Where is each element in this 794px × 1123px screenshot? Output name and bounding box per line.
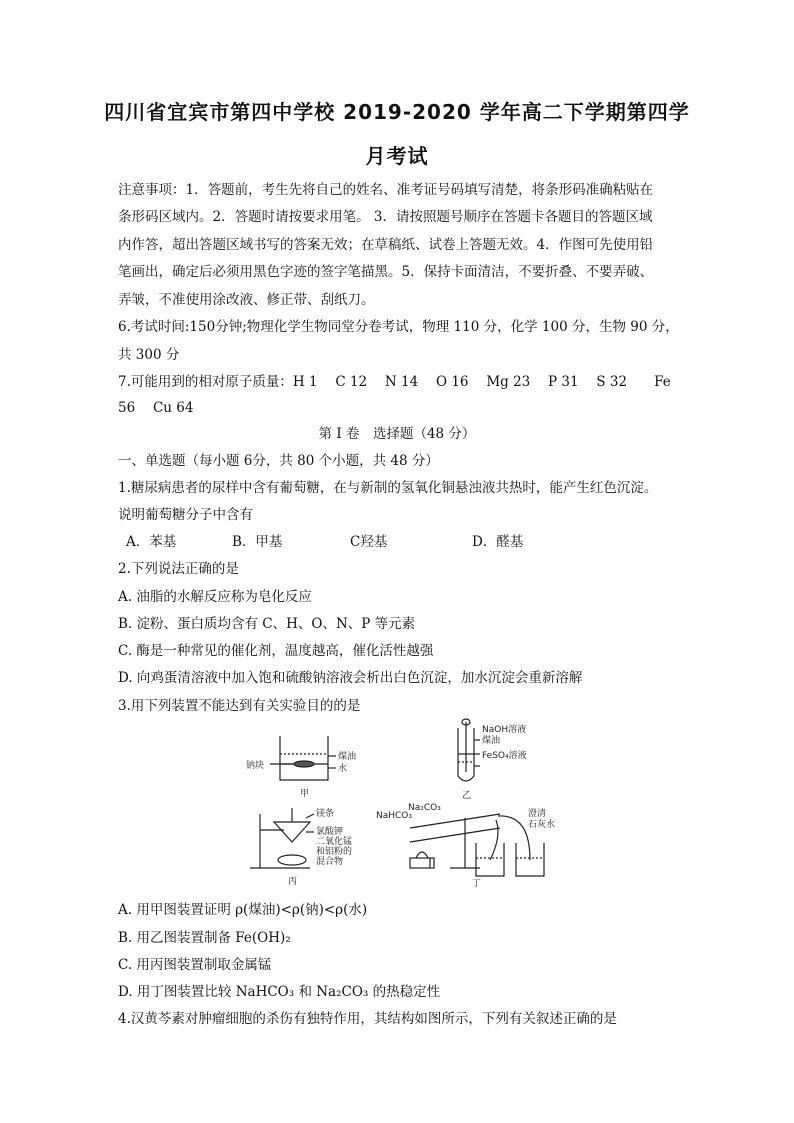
q3-option-b: B. 用乙图装置制备 Fe(OH)₂ — [118, 930, 291, 946]
q1-option-d: D．醛基 — [472, 534, 524, 550]
q4-stem: 4.汉黄芩素对肿瘤细胞的杀伤有独特作用，其结构如图所示，下列有关叙述正确的是 — [118, 1011, 617, 1027]
label-bing-al: 和铝粉的 — [316, 847, 353, 857]
beaker-apparatus-jia — [270, 736, 336, 780]
q2-option-d: D. 向鸡蛋清溶液中加入饱和硫酸钠溶液会析出白色沉淀，加水沉淀会重新溶解 — [118, 670, 583, 686]
q1-option-b: B．甲基 — [232, 534, 283, 550]
notice-line: 内作答，超出答题区域书写的答案无效；在草稿纸、试卷上答题无效。4．作图可先使用铅 — [118, 237, 654, 253]
label-yi-oil: 煤油 — [482, 736, 501, 746]
q2-option-a: A. 油脂的水解反应称为皂化反应 — [118, 589, 312, 605]
label-bing-mg: 镁条 — [316, 809, 335, 819]
label-jia-water: 水 — [338, 764, 348, 774]
notice-line: 注意事项：1．答题前，考生先将自己的姓名、准考证号码填写清楚，将条形码准确粘贴在 — [118, 182, 654, 198]
note-6-line: 6.考试时间:150分钟;物理化学生物同堂分卷考试，物理 110 分，化学 100 分，生物 90 分， — [118, 319, 679, 335]
q1-option-c: C羟基 — [350, 534, 388, 550]
section-title: 第 I 卷 选择题（48 分） — [318, 426, 476, 442]
exam-title-line2: 月考试 — [365, 144, 429, 168]
q2-stem: 2.下列说法正确的是 — [118, 561, 239, 577]
label-ding: 丁 — [472, 879, 482, 888]
thermal-stability-apparatus-ding — [410, 814, 544, 876]
label-ding-na2co3: Na₂CO₃ — [408, 803, 441, 813]
label-yi: 乙 — [462, 791, 472, 801]
apparatus-figure — [240, 718, 560, 888]
label-bing-mno2: 二氧化锰 — [316, 837, 353, 847]
q2-option-c: C. 酶是一种常见的催化剂，温度越高，催化活性越强 — [118, 643, 434, 659]
label-bing: 丙 — [288, 877, 298, 887]
q2-option-b: B. 淀粉、蛋白质均含有 C、H、O、N、P 等元素 — [118, 616, 416, 632]
q3-option-c: C. 用丙图装置制取金属锰 — [118, 957, 272, 973]
notice-line: 笔画出，确定后必须用黑色字迹的签字笔描黑。5．保持卡面清洁，不要折叠、不要弄破、 — [118, 264, 654, 280]
label-jia-kerosene: 煤油 — [338, 752, 357, 762]
label-jia-na: 钠块 — [246, 761, 265, 771]
label-ding-nahco3: NaHCO₃ — [376, 811, 412, 821]
label-ding-lime: 石灰水 — [528, 820, 556, 830]
label-bing-kclo3: 氯酸钾 — [316, 827, 344, 837]
notice-line: 条形码区域内。2．答题时请按要求用笔。 3．请按照题号顺序在答题卡各题目的答题区域 — [118, 209, 653, 225]
q3-option-a: A. 用甲图装置证明 ρ(煤油)<ρ(钠)<ρ(水) — [118, 902, 368, 918]
q3-stem: 3.用下列装置不能达到有关实验目的的是 — [118, 698, 361, 714]
label-yi-feso4: FeSO₄溶液 — [482, 751, 527, 761]
label-yi-naoh: NaOH溶液 — [482, 725, 527, 735]
note-7-line: 7.可能用到的相对原子质量：H 1 C 12 N 14 O 16 Mg 23 P 31 S 32 Fe — [118, 374, 671, 390]
test-tube-apparatus-yi — [458, 719, 480, 781]
part-title: 一、单选题（每小题 6分，共 80 个小题，共 48 分） — [118, 453, 439, 469]
label-ding-clear: 澄清 — [528, 809, 547, 819]
label-jia: 甲 — [300, 789, 310, 799]
q1-stem: 1.糖尿病患者的尿样中含有葡萄糖，在与新制的氢氧化铜悬浊液共热时，能产生红色沉淀。 — [118, 480, 658, 496]
label-bing-mix: 混合物 — [316, 857, 344, 867]
notice-line: 弄皱，不准使用涂改液、修正带、刮纸刀。 — [118, 292, 375, 308]
thermite-apparatus-bing — [250, 808, 314, 868]
note-6-line: 共 300 分 — [118, 347, 180, 363]
exam-title-line1: 四川省宜宾市第四中学校 2019-2020 学年高二下学期第四学 — [104, 100, 690, 124]
q1-stem: 说明葡萄糖分子中含有 — [118, 507, 253, 523]
q1-option-a: A．苯基 — [126, 534, 177, 550]
q3-option-d: D. 用丁图装置比较 NaHCO₃ 和 Na₂CO₃ 的热稳定性 — [118, 984, 441, 1000]
note-7-line: 56 Cu 64 — [118, 400, 194, 416]
